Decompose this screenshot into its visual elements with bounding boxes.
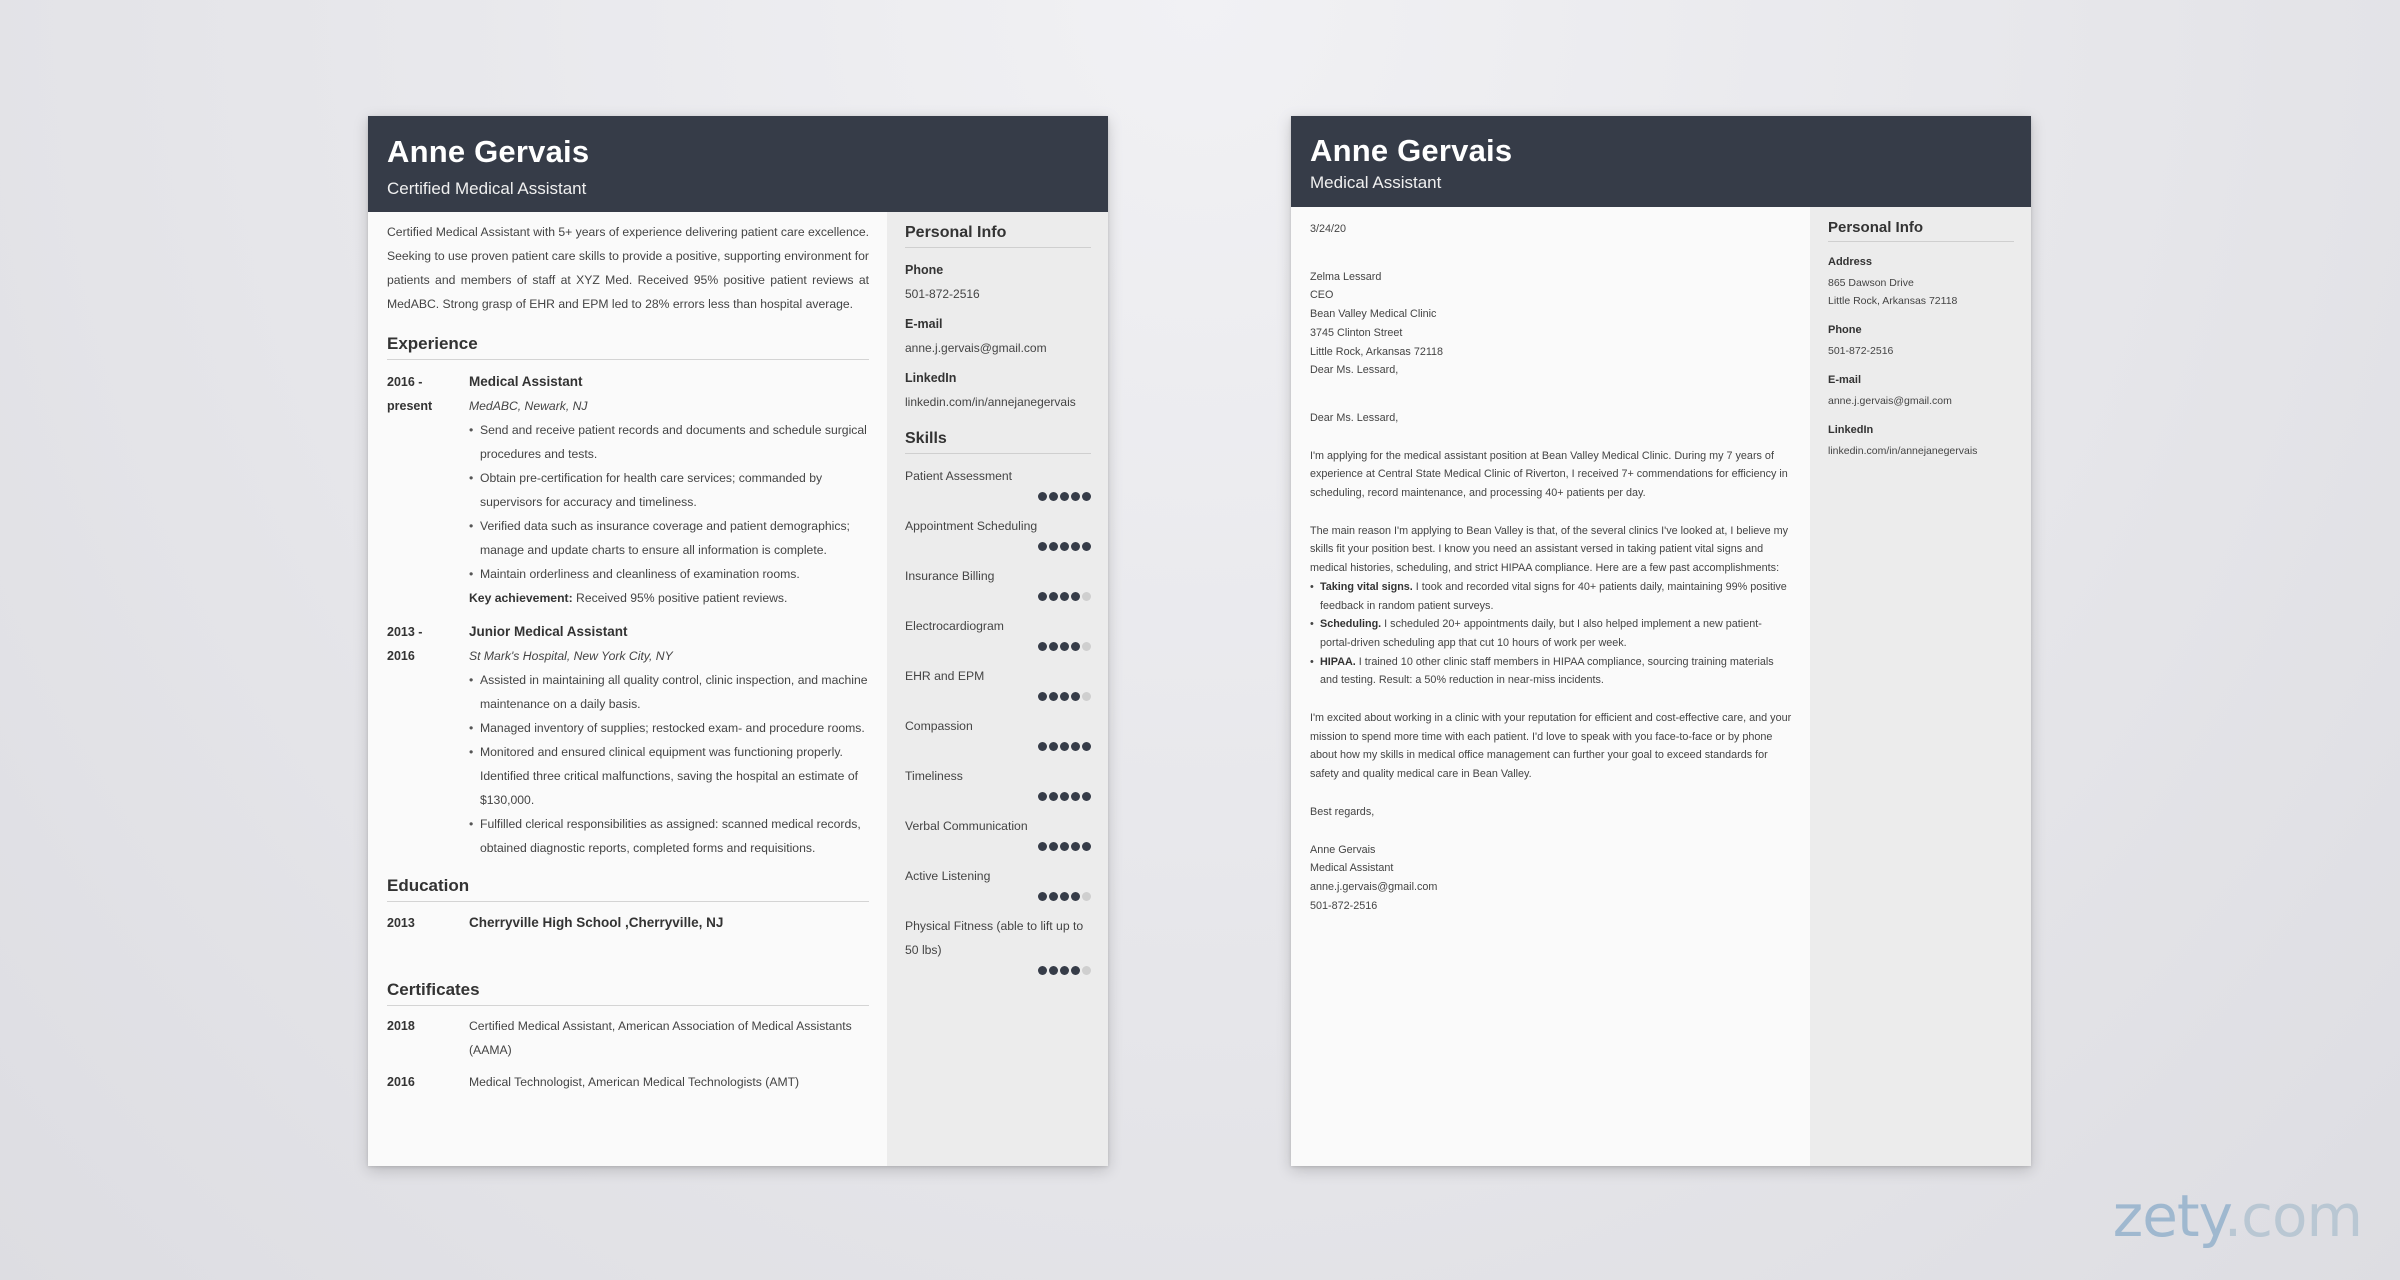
job-body xyxy=(469,370,869,610)
skill-item xyxy=(905,764,1091,804)
accomplishments-list xyxy=(1310,578,1792,690)
resume-name: Anne Gervais xyxy=(387,134,590,169)
job-duty-item: • Monitored and ensured clinical equipment was functioning properly. Identified three critical malfunctions, saving the hospital an estimate of $130,000. xyxy=(469,740,869,812)
certificates-list xyxy=(387,1014,869,1094)
experience-heading: Experience xyxy=(387,334,869,360)
cover-linkedin-label: LinkedIn xyxy=(1828,424,1874,436)
recipient-line: CEO xyxy=(1310,289,1334,302)
rating-dot-filled xyxy=(1049,492,1058,501)
skill-name: Physical Fitness (able to lift up to 50 lbs) xyxy=(905,919,1084,957)
rating-dot-filled xyxy=(1071,742,1080,751)
skill-name: Verbal Communication xyxy=(905,819,1028,833)
skill-rating xyxy=(905,840,1091,854)
certificate-name: Medical Technologist, American Medical Technologists (AMT) xyxy=(469,1075,800,1089)
letter-date: 3/24/20 xyxy=(1310,223,1347,235)
rating-dot-filled xyxy=(1038,966,1047,975)
recipient-line: 3745 Clinton Street xyxy=(1310,326,1403,339)
rating-dot-filled xyxy=(1060,542,1069,551)
cover-personal-info-heading: Personal Info xyxy=(1828,219,2014,242)
skill-rating xyxy=(905,890,1091,904)
rating-dot-filled xyxy=(1071,642,1080,651)
rating-dot-filled xyxy=(1071,842,1080,851)
signature-line: anne.j.gervais@gmail.com xyxy=(1310,880,1438,893)
rating-dot-filled xyxy=(1060,592,1069,601)
phone-value: 501-872-2516 xyxy=(905,287,980,301)
rating-dot-filled xyxy=(1049,792,1058,801)
personal-info-heading: Personal Info xyxy=(905,224,1091,248)
skill-item xyxy=(905,464,1091,504)
skill-item xyxy=(905,914,1091,978)
recipient-line: Bean Valley Medical Clinic xyxy=(1310,308,1437,321)
job-duty-item: • Maintain orderliness and cleanliness of examination rooms. xyxy=(469,562,869,586)
skill-item xyxy=(905,564,1091,604)
cover-address-value: 865 Dawson Drive Little Rock, Arkansas 72118 xyxy=(1828,277,1958,307)
resume-main-column xyxy=(387,212,869,1094)
rating-dot-filled xyxy=(1038,842,1047,851)
rating-dot-filled xyxy=(1049,692,1058,701)
job-key-achievement xyxy=(469,586,869,610)
rating-dot-filled xyxy=(1060,892,1069,901)
job-duty-item: • Assisted in maintaining all quality control, clinic inspection, and machine maintenance on a daily basis. xyxy=(469,668,869,716)
letter-paragraph-3: I'm excited about working in a clinic with your reputation for efficient and cost-effective care, and your mission to spend more time with each patient. I'd love to speak with you face-to-face or by phone about how my skills in medical office management can further your goal to exceed standards for safety and quality medical care in Bean Valley. xyxy=(1310,712,1792,781)
job-duties-list xyxy=(469,668,869,860)
recipient-block xyxy=(1310,268,1792,380)
skill-item xyxy=(905,514,1091,554)
skill-name: Appointment Scheduling xyxy=(905,519,1038,533)
skill-name: Electrocardiogram xyxy=(905,619,1004,633)
education-year: 2013 xyxy=(387,916,415,930)
rating-dot-filled xyxy=(1038,592,1047,601)
cover-phone-label: Phone xyxy=(1828,324,1862,336)
cover-header xyxy=(1291,116,2031,207)
rating-dot-filled xyxy=(1060,792,1069,801)
skills-list xyxy=(905,464,1091,978)
accomplishment-label: Taking vital signs. xyxy=(1320,580,1413,593)
rating-dot-filled xyxy=(1082,542,1091,551)
job-duty-item: • Obtain pre-certification for health care services; commanded by supervisors for accuracy and timeliness. xyxy=(469,466,869,514)
linkedin-label: LinkedIn xyxy=(905,371,957,385)
rating-dot-filled xyxy=(1049,592,1058,601)
rating-dot-empty xyxy=(1082,642,1091,651)
rating-dot-filled xyxy=(1038,642,1047,651)
job-title: Medical Assistant xyxy=(469,374,583,389)
job-duty-item: • Send and receive patient records and documents and schedule surgical procedures and tests. xyxy=(469,418,869,466)
skill-item xyxy=(905,864,1091,904)
education-school: Cherryville High School ,Cherryville, NJ xyxy=(469,915,724,930)
rating-dot-filled xyxy=(1038,742,1047,751)
education-heading: Education xyxy=(387,876,869,902)
skill-item xyxy=(905,814,1091,854)
rating-dot-filled xyxy=(1060,966,1069,975)
skill-rating xyxy=(905,964,1091,978)
skill-rating xyxy=(905,590,1091,604)
resume-sidebar xyxy=(887,212,1108,1166)
signature-line: Anne Gervais xyxy=(1310,843,1376,856)
rating-dot-filled xyxy=(1038,892,1047,901)
rating-dot-filled xyxy=(1049,842,1058,851)
accomplishment-item xyxy=(1310,653,1792,690)
rating-dot-filled xyxy=(1060,692,1069,701)
education-list xyxy=(387,914,869,932)
rating-dot-filled xyxy=(1060,742,1069,751)
accomplishment-label: Scheduling. xyxy=(1320,618,1382,631)
experience-list xyxy=(387,370,869,860)
rating-dot-filled xyxy=(1071,542,1080,551)
experience-entry xyxy=(387,370,869,610)
job-dates: 2013 - 2016 xyxy=(387,625,423,663)
linkedin-value: linkedin.com/in/annejanegervais xyxy=(905,395,1076,409)
skill-item xyxy=(905,614,1091,654)
skill-name: Timeliness xyxy=(905,769,963,783)
accomplishment-label: HIPAA. xyxy=(1320,655,1356,668)
skills-heading: Skills xyxy=(905,430,1091,454)
skill-item xyxy=(905,714,1091,754)
resume-role: Certified Medical Assistant xyxy=(387,179,587,198)
skill-name: Patient Assessment xyxy=(905,469,1013,483)
skill-name: Compassion xyxy=(905,719,973,733)
skill-rating xyxy=(905,690,1091,704)
skill-rating xyxy=(905,790,1091,804)
job-organization: MedABC, Newark, NJ xyxy=(469,399,588,413)
rating-dot-filled xyxy=(1071,792,1080,801)
rating-dot-empty xyxy=(1082,966,1091,975)
certificate-year: 2016 xyxy=(387,1075,415,1089)
rating-dot-filled xyxy=(1049,892,1058,901)
cover-email-value: anne.j.gervais@gmail.com xyxy=(1828,395,1952,407)
cover-linkedin-value: linkedin.com/in/annejanegervais xyxy=(1828,445,1978,457)
rating-dot-filled xyxy=(1082,792,1091,801)
accomplishment-text: I trained 10 other clinic staff members in HIPAA compliance, sourcing training materials and testing. Result: a 50% reduction in near-miss incidents. xyxy=(1320,655,1774,687)
job-duty-item: • Fulfilled clerical responsibilities as assigned: scanned medical records, obtained diagnostic reports, completed forms and requisitions. xyxy=(469,812,869,860)
job-organization: St Mark's Hospital, New York City, NY xyxy=(469,649,673,663)
skill-item xyxy=(905,664,1091,704)
rating-dot-filled xyxy=(1071,692,1080,701)
recipient-line: Dear Ms. Lessard, xyxy=(1310,364,1399,377)
job-duty-item: • Managed inventory of supplies; restocked exam- and procedure rooms. xyxy=(469,716,869,740)
certificate-name: Certified Medical Assistant, American Association of Medical Assistants (AAMA) xyxy=(469,1019,852,1057)
rating-dot-filled xyxy=(1071,592,1080,601)
rating-dot-filled xyxy=(1082,742,1091,751)
rating-dot-filled xyxy=(1071,892,1080,901)
watermark-brand: zety xyxy=(2112,1182,2224,1250)
cover-name: Anne Gervais xyxy=(1310,133,1513,168)
key-achievement-text: Received 95% positive patient reviews. xyxy=(572,591,788,605)
skill-name: Active Listening xyxy=(905,869,991,883)
rating-dot-filled xyxy=(1038,492,1047,501)
rating-dot-filled xyxy=(1082,492,1091,501)
job-body xyxy=(469,620,869,860)
signature-line: 501-872-2516 xyxy=(1310,899,1378,912)
email-label: E-mail xyxy=(905,317,943,331)
recipient-line: Little Rock, Arkansas 72118 xyxy=(1310,345,1444,358)
cover-email-label: E-mail xyxy=(1828,374,1862,386)
signature-block xyxy=(1310,841,1792,916)
key-achievement-label: Key achievement: xyxy=(469,591,573,605)
rating-dot-filled xyxy=(1049,542,1058,551)
rating-dot-filled xyxy=(1049,642,1058,651)
experience-entry xyxy=(387,620,869,860)
cover-letter-body xyxy=(1310,207,1792,915)
accomplishment-item xyxy=(1310,615,1792,652)
accomplishment-text: I took and recorded vital signs for 40+ patients daily, maintaining 99% positive feedback in random patient surveys. xyxy=(1320,580,1787,612)
letter-paragraph-2: The main reason I'm applying to Bean Valley is that, of the several clinics I've looked at, I believe my skills fit your position best. I know you need an assistant versed in taking patient vital signs and medical histories, scheduling, and strict HIPAA compliance. Here are a few past accomplishments: xyxy=(1310,524,1789,575)
rating-dot-empty xyxy=(1082,592,1091,601)
certificate-entry xyxy=(387,1014,869,1062)
cover-address-label: Address xyxy=(1828,256,1873,268)
education-entry xyxy=(387,914,869,932)
certificate-entry xyxy=(387,1070,869,1094)
rating-dot-filled xyxy=(1082,842,1091,851)
zety-watermark-logo xyxy=(2113,1182,2362,1250)
rating-dot-filled xyxy=(1060,642,1069,651)
rating-dot-empty xyxy=(1082,692,1091,701)
rating-dot-filled xyxy=(1071,492,1080,501)
accomplishment-item xyxy=(1310,578,1792,615)
rating-dot-filled xyxy=(1060,492,1069,501)
phone-label: Phone xyxy=(905,263,944,277)
accomplishment-text: I scheduled 20+ appointments daily, but I also helped implement a new patient-portal-driven scheduling app that cut 10 hours of work per week. xyxy=(1320,618,1762,649)
job-title: Junior Medical Assistant xyxy=(469,624,628,639)
cover-role: Medical Assistant xyxy=(1310,173,1442,192)
rating-dot-empty xyxy=(1082,892,1091,901)
rating-dot-filled xyxy=(1038,792,1047,801)
rating-dot-filled xyxy=(1060,842,1069,851)
rating-dot-filled xyxy=(1049,966,1058,975)
rating-dot-filled xyxy=(1071,966,1080,975)
job-dates: 2016 - present xyxy=(387,375,433,413)
resume-summary: Certified Medical Assistant with 5+ years of experience delivering patient care excellence. Seeking to use proven patient care skills to provide a positive, supporting environment for patients and members of staff at XYZ Med. Received 95% positive patient reviews at MedABC. Strong grasp of EHR and EPM led to 28% errors less than hospital average. xyxy=(387,225,869,311)
rating-dot-filled xyxy=(1038,542,1047,551)
watermark-tld: .com xyxy=(2223,1182,2362,1250)
cover-phone-value: 501-872-2516 xyxy=(1828,345,1894,357)
recipient-line: Zelma Lessard xyxy=(1310,270,1382,283)
certificate-year: 2018 xyxy=(387,1019,415,1033)
letter-closing: Best regards, xyxy=(1310,805,1375,818)
skill-name: EHR and EPM xyxy=(905,669,985,683)
email-value: anne.j.gervais@gmail.com xyxy=(905,341,1047,355)
cover-letter-page xyxy=(1291,116,2031,1166)
job-duty-item: • Verified data such as insurance coverage and patient demographics; manage and update charts to ensure all information is complete. xyxy=(469,514,869,562)
rating-dot-filled xyxy=(1049,742,1058,751)
job-duties-list xyxy=(469,418,869,586)
letter-greeting: Dear Ms. Lessard, xyxy=(1310,411,1399,424)
cover-sidebar xyxy=(1810,207,2031,1166)
signature-line: Medical Assistant xyxy=(1310,862,1394,875)
skill-name: Insurance Billing xyxy=(905,569,995,583)
resume-page xyxy=(368,116,1108,1166)
skill-rating xyxy=(905,640,1091,654)
skill-rating xyxy=(905,740,1091,754)
resume-header xyxy=(368,116,1108,212)
skill-rating xyxy=(905,540,1091,554)
certificates-heading: Certificates xyxy=(387,980,869,1006)
skill-rating xyxy=(905,490,1091,504)
rating-dot-filled xyxy=(1038,692,1047,701)
letter-paragraph-1: I'm applying for the medical assistant position at Bean Valley Medical Clinic. During my 7 years of experience at Central State Medical Clinic of Riverton, I received 7+ commendations for efficiency in scheduling, record maintenance, and processing 40+ patients per day. xyxy=(1310,449,1788,500)
